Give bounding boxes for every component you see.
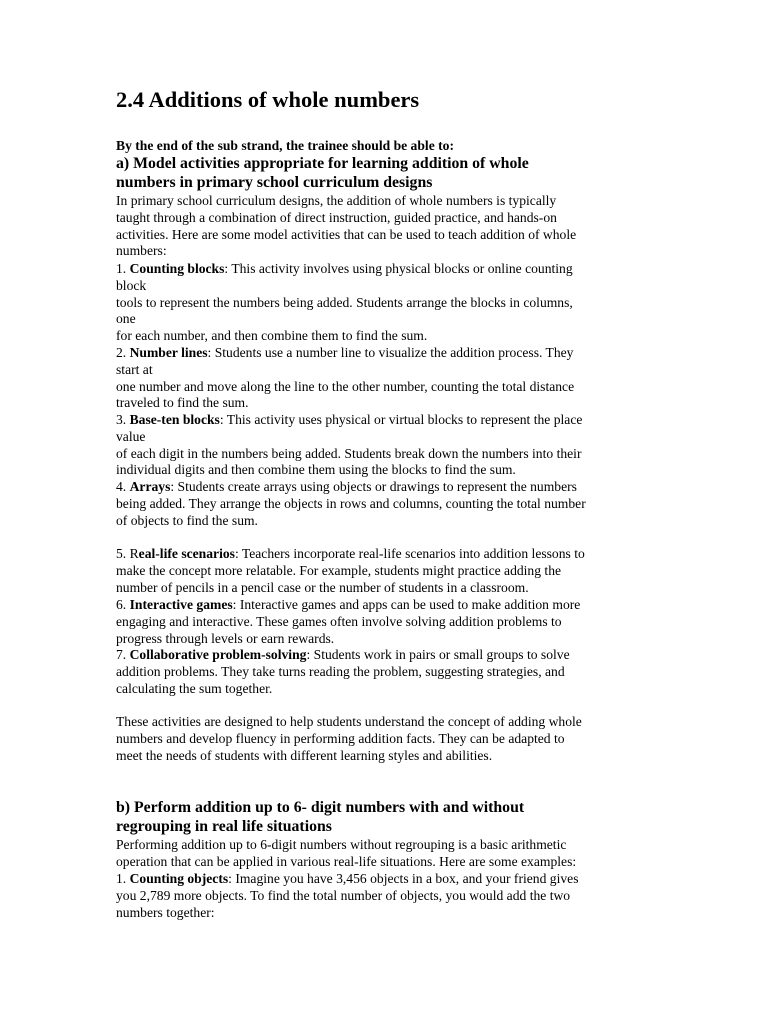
text-line: activities. Here are some model activities that can be used to teach addition of whole	[116, 226, 577, 242]
item-term: Collaborative problem-solving	[129, 647, 307, 662]
item-text: : Students create arrays using objects or drawings to represent the numbers	[170, 479, 577, 494]
item-text: : Students use a number line to visualize the addition process. They	[207, 345, 574, 360]
intro-paragraph-a	[116, 193, 656, 260]
item-text: : This activity uses physical or virtual blocks to represent the place	[219, 412, 583, 427]
list-item-arrays	[116, 479, 656, 529]
item-text: number of pencils in a pencil case or the number of students in a classroom.	[116, 579, 529, 595]
subheading-b	[116, 799, 656, 836]
list-item-collaborative-problem-solving	[116, 647, 656, 697]
list-item-real-life-scenarios	[116, 546, 656, 596]
item-text: start at	[116, 361, 153, 377]
item-number: 6.	[116, 597, 130, 612]
list-item-number-lines	[116, 345, 656, 412]
closing-paragraph-a	[116, 714, 656, 764]
subheading-a-line: numbers in primary school curriculum designs	[116, 173, 433, 191]
item-term: Number lines	[129, 345, 208, 360]
item-text: traveled to find the sum.	[116, 395, 249, 411]
item-number: 5. R	[116, 546, 139, 561]
item-term: Counting objects	[129, 871, 229, 886]
subheading-b-line: regrouping in real life situations	[116, 817, 332, 835]
text-line: operation that can be applied in various real-life situations. Here are some examples:	[116, 853, 577, 869]
item-text: of each digit in the numbers being added. Students break down the numbers into their	[116, 445, 582, 461]
item-text: calculating the sum together.	[116, 680, 273, 696]
section-title: 2.4 Additions of whole numbers	[116, 87, 420, 112]
item-text: tools to represent the numbers being added. Students arrange the blocks in columns,	[116, 294, 573, 310]
item-text: : Students work in pairs or small groups to solve	[306, 647, 570, 662]
subheading-b-line: b) Perform addition up to 6- digit numbers with and without	[116, 799, 525, 816]
list-item-counting-objects	[116, 871, 656, 921]
item-text: one number and move along the line to the other number, counting the total distance	[116, 378, 575, 394]
item-text: addition problems. They take turns reading the problem, suggesting strategies, and	[116, 663, 565, 679]
item-term: Base-ten blocks	[129, 412, 220, 427]
text-line: taught through a combination of direct instruction, guided practice, and hands-on	[116, 209, 557, 225]
subheading-a-line: a) Model activities appropriate for learning addition of whole	[116, 155, 529, 172]
item-text: numbers together:	[116, 904, 215, 920]
item-text: of objects to find the sum.	[116, 512, 258, 528]
item-text: make the concept more relatable. For example, students might practice adding the	[116, 562, 562, 578]
intro-paragraph-b	[116, 837, 656, 871]
text-line: numbers:	[116, 243, 167, 259]
list-item-counting-blocks	[116, 261, 656, 345]
list-item-interactive-games	[116, 597, 656, 647]
text-line: numbers and develop fluency in performing addition facts. They can be adapted to	[116, 730, 565, 746]
item-text: engaging and interactive. These games often involve solving addition problems to	[116, 613, 562, 629]
text-line: These activities are designed to help students understand the concept of adding whole	[116, 714, 582, 729]
item-term: Counting blocks	[129, 261, 225, 276]
subheading-a	[116, 155, 656, 192]
item-number: 3.	[116, 412, 130, 427]
item-text: : This activity involves using physical blocks or online counting	[224, 261, 573, 276]
text-line: Performing addition up to 6-digit numbers without regrouping is a basic arithmetic	[116, 837, 567, 852]
item-text: : Interactive games and apps can be used to make addition more	[232, 597, 581, 612]
learning-outcomes-intro: By the end of the sub strand, the trainee should be able to:	[116, 138, 454, 153]
item-number: 7.	[116, 647, 130, 662]
item-text: : Teachers incorporate real-life scenarios into addition lessons to	[234, 546, 585, 561]
list-item-base-ten-blocks	[116, 412, 656, 479]
item-number: 1.	[116, 871, 130, 886]
item-term: Interactive games	[129, 597, 233, 612]
item-text: being added. They arrange the objects in rows and columns, counting the total number	[116, 495, 586, 511]
item-text: : Imagine you have 3,456 objects in a box, and your friend gives	[228, 871, 579, 886]
item-text: individual digits and then combine them using the blocks to find the sum.	[116, 462, 516, 478]
item-text: block	[116, 277, 147, 293]
item-text: one	[116, 311, 136, 327]
item-text: value	[116, 428, 146, 444]
item-text: progress through levels or earn rewards.	[116, 630, 335, 646]
item-text: for each number, and then combine them to find the sum.	[116, 328, 428, 344]
item-number: 4.	[116, 479, 130, 494]
text-line: meet the needs of students with different learning styles and abilities.	[116, 747, 493, 763]
item-term: Arrays	[129, 479, 171, 494]
item-number: 2.	[116, 345, 130, 360]
text-line: In primary school curriculum designs, the addition of whole numbers is typically	[116, 193, 557, 208]
item-number: 1.	[116, 261, 130, 276]
item-text: you 2,789 more objects. To find the total number of objects, you would add the two	[116, 887, 571, 903]
item-term: eal-life scenarios	[138, 546, 235, 561]
